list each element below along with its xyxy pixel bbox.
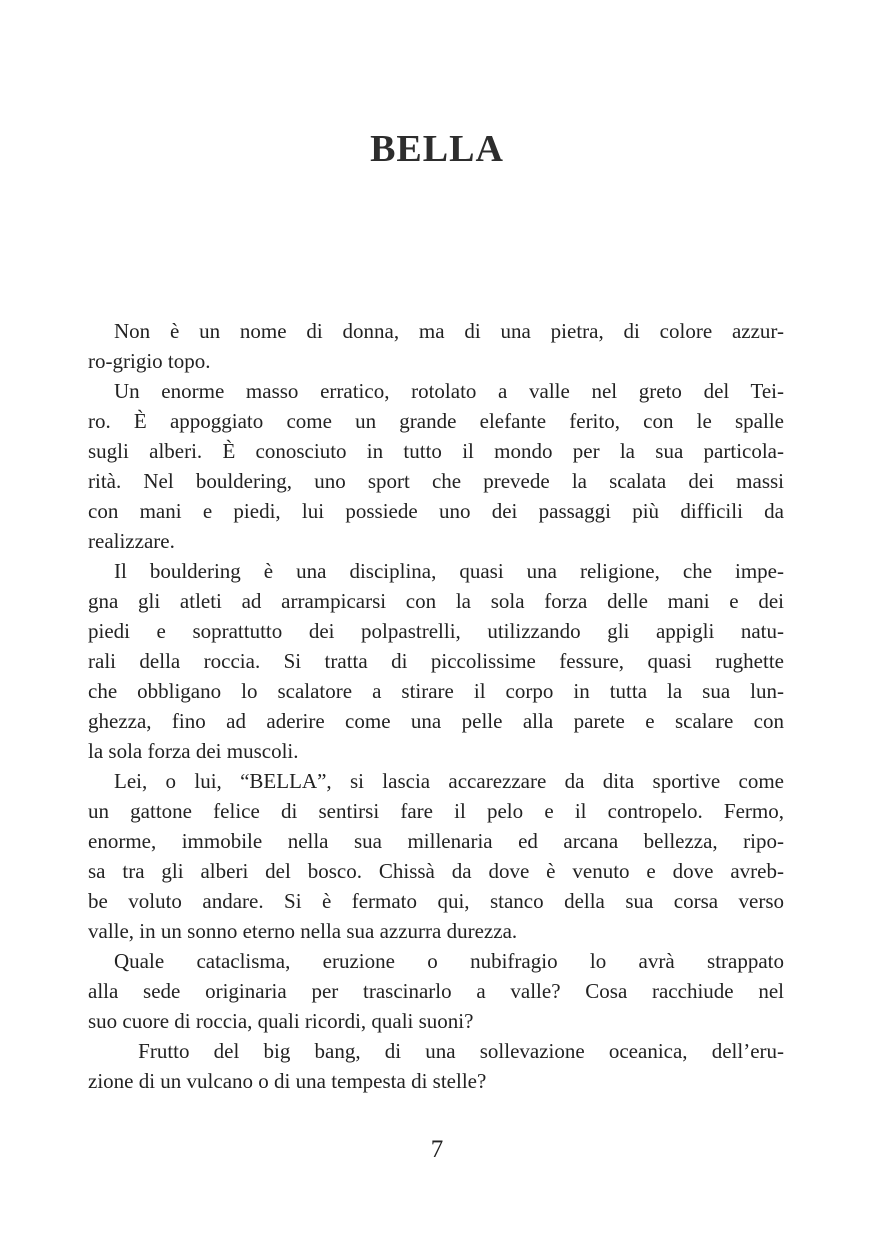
text-line: un gattone felice di sentirsi fare il pelo e il contropelo. Fermo, (88, 799, 784, 823)
text-line: zione di un vulcano o di una tempesta di stelle? (88, 1069, 487, 1093)
text-line: con mani e piedi, lui possiede uno dei passaggi più difficili da (88, 499, 784, 523)
text-line: gna gli atleti ad arrampicarsi con la sola forza delle mani e dei (88, 589, 784, 613)
page-title: BELLA (370, 128, 504, 170)
text-line: valle, in un sonno eterno nella sua azzurra durezza. (88, 919, 518, 943)
text-line: Il bouldering è una disciplina, quasi una religione, che impe- (114, 559, 784, 583)
text-line: be voluto andare. Si è fermato qui, stanco della sua corsa verso (88, 889, 784, 913)
page-number: 7 (430, 1136, 444, 1163)
text-line: alla sede originaria per trascinarlo a valle? Cosa racchiude nel (88, 979, 784, 1003)
text-line: enorme, immobile nella sua millenaria ed arcana bellezza, ripo- (88, 829, 784, 853)
text-line: rali della roccia. Si tratta di piccolissime fessure, quasi rughette (88, 649, 784, 673)
text-line: piedi e soprattutto dei polpastrelli, utilizzando gli appigli natu- (88, 619, 784, 643)
body-text (88, 316, 784, 1096)
text-line: ro. È appoggiato come un grande elefante ferito, con le spalle (88, 409, 784, 433)
text-line: ro-grigio topo. (88, 349, 211, 373)
text-line: realizzare. (88, 529, 175, 553)
text-line: Quale cataclisma, eruzione o nubifragio lo avrà strappato (114, 949, 784, 973)
text-line: ghezza, fino ad aderire come una pelle alla parete e scalare con (88, 709, 784, 733)
text-line: Frutto del big bang, di una sollevazione oceanica, dell’eru- (114, 1039, 784, 1063)
text-line: la sola forza dei muscoli. (88, 739, 299, 763)
text-line: Non è un nome di donna, ma di una pietra, di colore azzur- (114, 319, 784, 343)
text-line: che obbligano lo scalatore a stirare il corpo in tutta la sua lun- (88, 679, 784, 703)
text-line: rità. Nel bouldering, uno sport che prevede la scalata dei massi (88, 469, 784, 493)
text-line: Un enorme masso erratico, rotolato a valle nel greto del Tei- (114, 379, 784, 403)
text-line: suo cuore di roccia, quali ricordi, quali suoni? (88, 1009, 474, 1033)
text-line: sugli alberi. È conosciuto in tutto il mondo per la sua particola- (88, 439, 784, 463)
text-line: sa tra gli alberi del bosco. Chissà da dove è venuto e dove avreb- (88, 859, 784, 883)
text-line: Lei, o lui, “BELLA”, si lascia accarezzare da dita sportive come (114, 769, 784, 793)
